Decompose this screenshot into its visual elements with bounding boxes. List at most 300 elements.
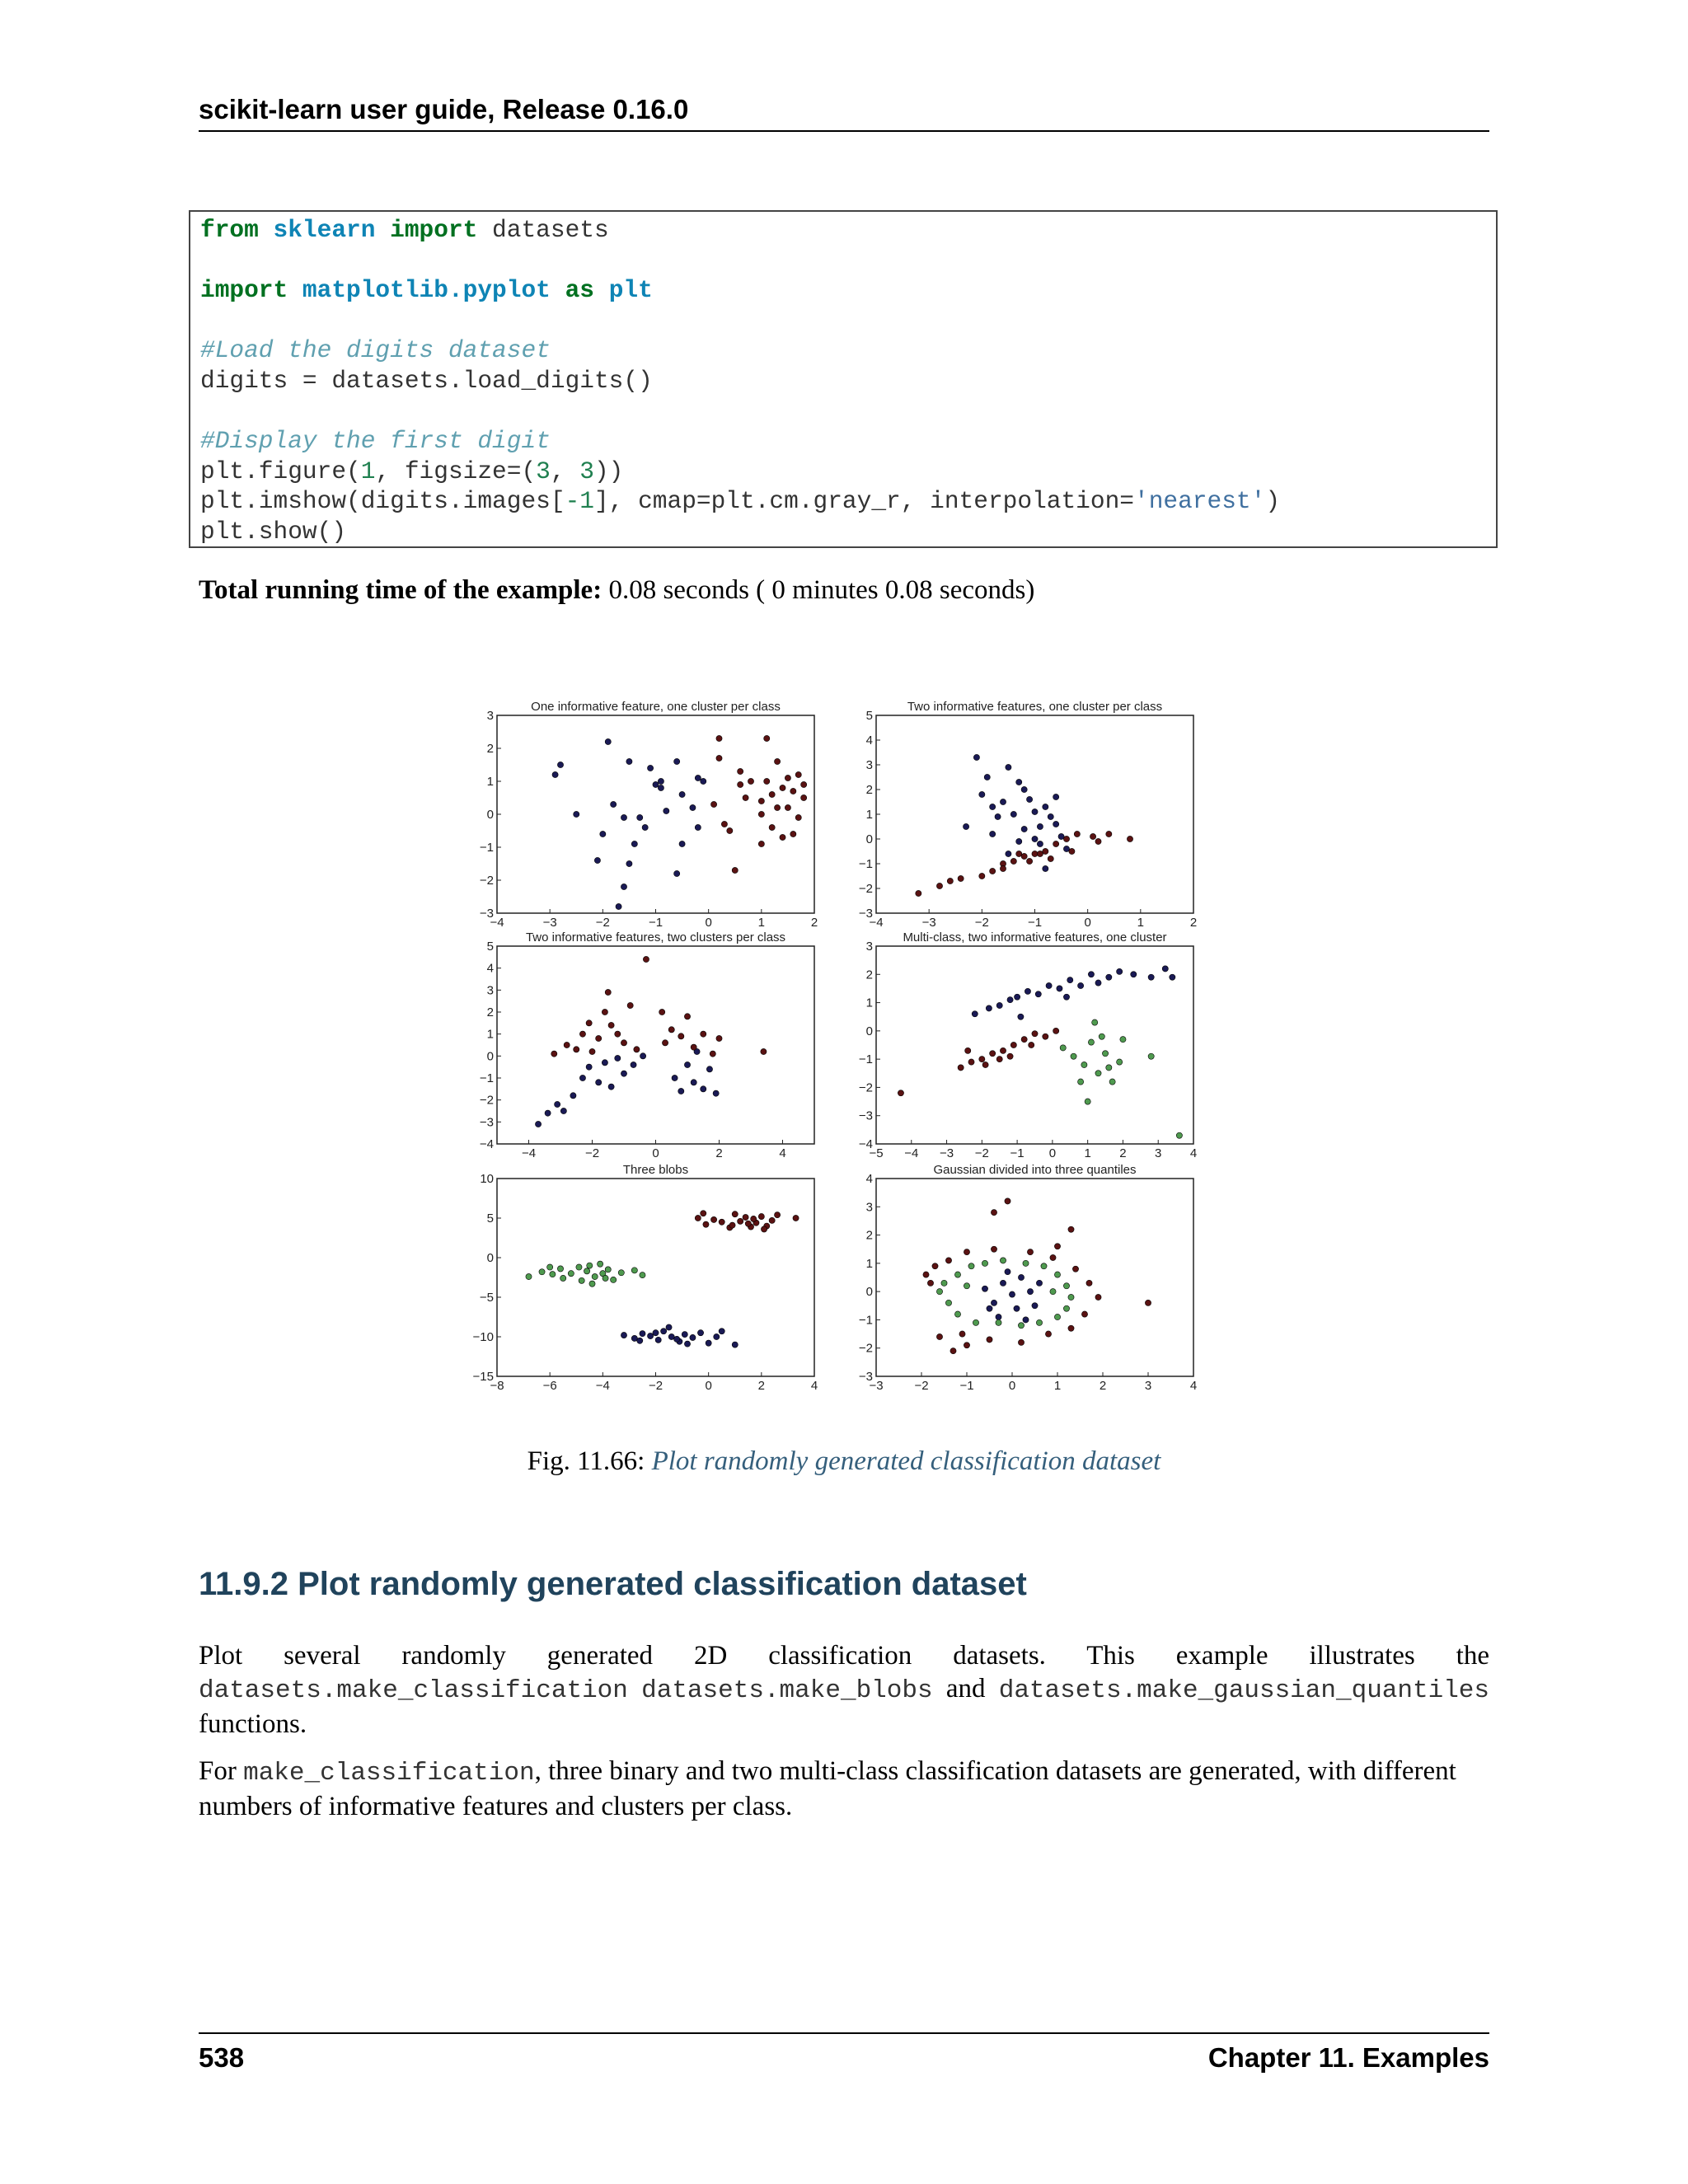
data-point (1054, 1314, 1060, 1319)
code-text: plt.figure( (200, 457, 361, 485)
data-point (1095, 1071, 1101, 1076)
x-tick-label: −1 (1010, 1146, 1025, 1160)
subplot-title: One informative feature, one cluster per class (531, 700, 781, 714)
data-point (1063, 846, 1069, 851)
x-tick-label: −1 (959, 1379, 974, 1393)
data-point (1027, 1249, 1033, 1255)
data-point (1010, 811, 1016, 817)
data-point (1026, 858, 1032, 864)
data-point (586, 1020, 592, 1026)
data-point (990, 868, 996, 874)
data-point (990, 804, 996, 809)
data-point (691, 1044, 696, 1050)
data-point (701, 1086, 706, 1092)
data-point (727, 827, 733, 833)
data-point (626, 758, 632, 764)
data-point (973, 754, 979, 760)
data-point (695, 775, 701, 780)
data-point (1032, 808, 1038, 814)
data-point (631, 1062, 636, 1067)
data-point (1037, 851, 1043, 856)
data-point (570, 1093, 576, 1099)
data-point (793, 1215, 799, 1221)
code-text: datasets (477, 216, 609, 244)
data-point (1099, 1033, 1104, 1039)
y-tick-label: 2 (865, 783, 873, 797)
code-ref-make-classification: make_classification (243, 1759, 535, 1788)
data-point (672, 1075, 678, 1080)
data-point (991, 1300, 996, 1305)
figure-svg (445, 691, 1212, 1399)
plot-frame (497, 946, 814, 1144)
data-point (932, 1263, 938, 1269)
data-point (1025, 988, 1030, 994)
data-point (626, 860, 632, 866)
x-tick-label: 0 (652, 1146, 659, 1160)
data-point (795, 771, 801, 777)
module-pyplot: matplotlib.pyplot (302, 276, 551, 305)
code-text: )) (593, 457, 624, 485)
y-tick-label: −3 (858, 907, 873, 921)
data-point (1095, 838, 1101, 844)
data-point (666, 1324, 672, 1330)
data-point (991, 1246, 996, 1252)
data-point (1131, 972, 1137, 977)
data-point (1053, 841, 1059, 846)
y-tick-label: 4 (865, 1172, 873, 1186)
data-point (936, 883, 942, 888)
y-tick-label: 0 (865, 1024, 873, 1038)
y-tick-label: −1 (858, 1313, 873, 1328)
y-tick-label: 1 (486, 775, 494, 789)
code-string: 'nearest' (1134, 487, 1266, 516)
kw-import: import (390, 216, 478, 244)
data-point (631, 1268, 637, 1273)
data-point (1027, 1289, 1033, 1295)
data-point (738, 768, 743, 774)
data-point (1014, 1305, 1020, 1311)
data-point (710, 801, 716, 807)
data-point (550, 1272, 556, 1277)
data-point (738, 781, 743, 787)
data-point (1021, 853, 1027, 859)
data-point (564, 1042, 570, 1047)
data-point (1068, 1294, 1074, 1300)
code-comment-display: #Display the first digit (200, 427, 551, 456)
code-line-2 (200, 276, 653, 304)
y-tick-label: 5 (486, 1212, 494, 1226)
data-point (1007, 997, 1013, 1003)
data-point (658, 778, 663, 784)
data-point (959, 1331, 965, 1337)
data-point (990, 1051, 996, 1057)
data-point (640, 1272, 645, 1278)
paragraph-details (199, 1755, 1489, 1823)
y-tick-label: −3 (858, 1370, 873, 1384)
data-point (950, 1348, 956, 1354)
data-point (769, 824, 775, 830)
data-point (1081, 1062, 1087, 1067)
data-point (1000, 865, 1006, 871)
data-point (600, 831, 606, 837)
data-point (1016, 779, 1022, 785)
data-point (1053, 794, 1059, 799)
data-point (1109, 1079, 1115, 1085)
data-point (679, 791, 685, 797)
data-point (684, 1014, 690, 1019)
data-point (973, 1319, 978, 1325)
y-tick-label: −2 (858, 1080, 873, 1095)
y-tick-label: 3 (865, 758, 873, 772)
data-point (785, 804, 790, 810)
x-tick-label: −1 (1027, 916, 1043, 930)
plot-frame (497, 1179, 814, 1376)
data-point (774, 804, 780, 810)
y-tick-label: 4 (865, 733, 873, 748)
x-tick-label: −2 (974, 916, 989, 930)
x-tick-label: 4 (1189, 1379, 1198, 1393)
data-point (611, 801, 617, 807)
data-point (1078, 982, 1084, 988)
data-point (611, 1277, 617, 1282)
plot-frame (876, 1179, 1193, 1376)
data-point (678, 1033, 684, 1039)
data-point (954, 1272, 960, 1277)
data-point (1054, 1272, 1060, 1277)
data-point (996, 1002, 1002, 1008)
x-tick-label: 3 (1155, 1146, 1162, 1160)
data-point (1045, 1331, 1051, 1337)
y-tick-label: 2 (486, 742, 494, 756)
data-point (1029, 1042, 1034, 1047)
data-point (539, 1269, 545, 1275)
x-tick-label: 0 (705, 916, 712, 930)
data-point (795, 814, 801, 820)
data-point (790, 831, 796, 837)
code-text: , figsize=( (375, 457, 537, 485)
y-tick-label: 0 (486, 1251, 494, 1265)
data-point (761, 1048, 767, 1054)
data-point (674, 758, 680, 764)
footer-rule (199, 2032, 1489, 2034)
data-point (637, 1338, 643, 1343)
subplot-1 (480, 700, 818, 930)
x-tick-label: 4 (779, 1146, 786, 1160)
running-time-label: Total running time of the example: (199, 575, 603, 605)
kw-import: import (200, 276, 288, 305)
y-tick-label: −15 (472, 1370, 494, 1384)
data-point (1074, 831, 1080, 837)
data-point (716, 735, 722, 741)
data-point (764, 735, 770, 741)
data-point (790, 788, 796, 794)
y-tick-label: −3 (479, 1115, 494, 1130)
data-point (710, 1216, 716, 1222)
data-point (1127, 836, 1132, 841)
data-point (1006, 851, 1011, 856)
data-point (710, 1051, 715, 1057)
plot-frame (497, 715, 814, 913)
data-point (1009, 1291, 1015, 1297)
data-point (1068, 1325, 1074, 1331)
data-point (941, 1280, 947, 1286)
data-point (1043, 848, 1048, 854)
data-point (979, 1057, 985, 1062)
x-tick-label: −2 (974, 1146, 989, 1160)
y-tick-label: −1 (858, 857, 873, 871)
x-tick-label: 1 (1137, 916, 1145, 930)
data-point (555, 1101, 560, 1107)
x-tick-label: −1 (648, 916, 663, 930)
data-point (1018, 1014, 1024, 1019)
subplot-3 (480, 930, 814, 1160)
x-tick-label: −8 (490, 1379, 504, 1393)
data-point (1000, 799, 1006, 804)
data-point (958, 1065, 964, 1071)
data-point (615, 1055, 621, 1061)
data-point (640, 1053, 646, 1059)
data-point (1048, 855, 1053, 861)
data-point (927, 1280, 933, 1286)
data-point (568, 1271, 574, 1277)
data-point (898, 1090, 903, 1096)
data-point (1053, 1028, 1059, 1033)
paragraph-intro (199, 1639, 1489, 1741)
data-point (982, 1062, 988, 1067)
data-point (1106, 831, 1112, 837)
data-point (1106, 974, 1112, 980)
data-point (1162, 966, 1168, 972)
data-point (602, 1009, 607, 1015)
data-point (627, 1002, 633, 1008)
data-point (719, 1329, 724, 1334)
x-tick-label: 1 (757, 916, 766, 930)
data-point (801, 781, 807, 787)
data-point (721, 821, 727, 827)
y-tick-label: 1 (865, 1256, 873, 1271)
data-point (769, 1217, 775, 1223)
subplot-2 (859, 700, 1197, 930)
data-point (1090, 833, 1095, 839)
y-tick-label: −1 (479, 841, 494, 855)
data-point (729, 1222, 735, 1228)
data-point (695, 824, 701, 830)
y-tick-label: 3 (865, 940, 873, 954)
y-tick-label: 0 (486, 1049, 494, 1064)
y-tick-label: 0 (486, 808, 494, 822)
code-text: , (550, 457, 580, 485)
data-point (972, 1011, 978, 1017)
y-tick-label: 3 (486, 709, 494, 723)
data-point (1032, 1031, 1038, 1037)
data-point (923, 1272, 929, 1277)
data-point (780, 785, 785, 790)
caption-link[interactable]: Plot randomly generated classification dataset (651, 1446, 1161, 1476)
data-point (596, 1080, 602, 1085)
page-number: 538 (199, 2042, 245, 2073)
x-tick-label: −2 (648, 1379, 663, 1393)
data-point (589, 1281, 595, 1286)
data-point (732, 1342, 738, 1347)
code-ref-make-blobs: datasets.make_blobs (641, 1676, 933, 1705)
code-text: ], cmap=plt.cm.gray_r, interpolation= (593, 487, 1134, 516)
code-number: 3 (579, 457, 594, 485)
data-point (674, 1336, 680, 1342)
data-point (678, 1088, 684, 1094)
x-tick-label: 2 (757, 1379, 766, 1393)
x-tick-label: 3 (1144, 1379, 1152, 1393)
data-point (968, 1263, 974, 1269)
data-point (587, 1263, 593, 1268)
x-tick-label: 2 (1119, 1146, 1127, 1160)
para-text: , three binary and two multi-class classification datasets are generated, with different numbers of informative features and clusters per class. (199, 1756, 1456, 1821)
data-point (547, 1264, 553, 1270)
chapter-label: Chapter 11. Examples (1207, 2042, 1489, 2073)
data-point (631, 841, 637, 846)
data-point (1036, 1280, 1042, 1286)
data-point (1005, 1269, 1010, 1275)
code-line-4: digits = datasets.load_digits() (200, 366, 653, 395)
data-point (719, 1219, 724, 1225)
data-point (1053, 821, 1059, 827)
data-point (637, 814, 643, 820)
data-point (954, 1311, 960, 1317)
data-point (602, 1060, 607, 1066)
y-tick-label: 0 (865, 832, 873, 846)
data-point (716, 1035, 722, 1041)
x-tick-label: −6 (542, 1379, 557, 1393)
code-comment-load: #Load the digits dataset (200, 336, 551, 365)
running-header: scikit-learn user guide, Release 0.16.0 (199, 92, 1489, 132)
data-point (653, 781, 659, 787)
data-point (745, 1221, 751, 1226)
code-line-1 (200, 216, 609, 244)
data-point (995, 813, 1001, 819)
data-point (706, 1340, 711, 1346)
data-point (936, 1289, 942, 1295)
data-point (764, 778, 770, 784)
y-tick-label: 10 (480, 1172, 494, 1186)
data-point (1117, 1059, 1123, 1065)
data-point (703, 1221, 709, 1227)
data-point (1000, 1047, 1006, 1053)
kw-as: as (565, 276, 594, 305)
data-point (714, 1333, 720, 1339)
data-point (574, 1047, 579, 1052)
x-tick-label: −4 (595, 1379, 610, 1393)
data-point (662, 1040, 668, 1046)
section-heading: 11.9.2 Plot randomly generated classification dataset (199, 1566, 1027, 1602)
subplot-5 (473, 1163, 818, 1393)
alias-plt: plt (608, 276, 653, 305)
x-tick-label: 2 (810, 916, 818, 930)
data-point (996, 1314, 1001, 1319)
x-tick-label: 4 (1189, 1146, 1198, 1160)
data-point (916, 890, 921, 896)
data-point (621, 1040, 626, 1046)
subplot-title: Two informative features, two clusters per class (525, 930, 786, 944)
data-point (592, 1273, 598, 1279)
x-tick-label: −4 (904, 1146, 919, 1160)
data-point (738, 1218, 743, 1224)
data-point (621, 883, 626, 889)
data-point (1072, 1266, 1078, 1272)
data-point (748, 778, 753, 784)
data-point (668, 1333, 674, 1339)
y-tick-label: 1 (865, 996, 873, 1010)
data-point (647, 1333, 653, 1338)
data-point (1032, 836, 1038, 841)
data-point (996, 1057, 1002, 1062)
y-tick-label: −2 (858, 1341, 873, 1356)
code-ref-make-classification: datasets.make_classification (199, 1676, 628, 1705)
data-point (640, 1331, 645, 1337)
y-tick-label: −3 (858, 1108, 873, 1123)
data-point (1170, 974, 1175, 980)
x-tick-label: 0 (1048, 1146, 1057, 1160)
data-point (605, 1267, 611, 1272)
data-point (1018, 1339, 1024, 1345)
data-point (732, 867, 738, 873)
data-point (1010, 1042, 1016, 1047)
data-point (758, 1213, 764, 1219)
data-point (965, 1047, 971, 1053)
y-tick-label: −1 (858, 1052, 873, 1067)
data-point (774, 758, 780, 764)
subplot-title: Multi-class, two informative features, one cluster (903, 930, 1167, 944)
data-point (991, 1210, 996, 1216)
figure-classification-datasets (445, 691, 1212, 1399)
x-tick-label: 1 (1053, 1379, 1062, 1393)
data-point (706, 1066, 712, 1072)
x-tick-label: 0 (705, 1379, 712, 1393)
data-point (659, 1009, 665, 1015)
data-point (1086, 1280, 1092, 1286)
data-point (560, 1108, 566, 1113)
para-text: For (199, 1756, 237, 1786)
data-point (1088, 1039, 1094, 1045)
data-point (1010, 858, 1016, 864)
data-point (1078, 1079, 1084, 1085)
x-tick-label: 0 (1084, 916, 1091, 930)
data-point (1043, 1033, 1048, 1039)
running-time (199, 573, 1034, 607)
data-point (1037, 823, 1043, 829)
data-point (1023, 1317, 1029, 1323)
data-point (1106, 1065, 1112, 1071)
data-point (984, 774, 990, 780)
data-point (987, 1337, 992, 1343)
data-point (996, 1319, 1001, 1325)
data-point (586, 1064, 592, 1070)
data-point (1048, 813, 1053, 819)
data-point (684, 1062, 690, 1067)
data-point (603, 1275, 608, 1281)
data-point (769, 791, 775, 797)
data-point (598, 1261, 603, 1267)
data-point (979, 791, 985, 797)
plot-frame (876, 946, 1193, 1144)
data-point (1021, 1037, 1027, 1043)
data-point (774, 1212, 780, 1218)
data-point (716, 755, 722, 761)
data-point (1007, 1053, 1013, 1059)
y-tick-label: −3 (479, 907, 494, 921)
data-point (751, 1216, 757, 1221)
data-point (1071, 1053, 1076, 1059)
data-point (1088, 972, 1094, 977)
data-point (621, 1071, 626, 1076)
